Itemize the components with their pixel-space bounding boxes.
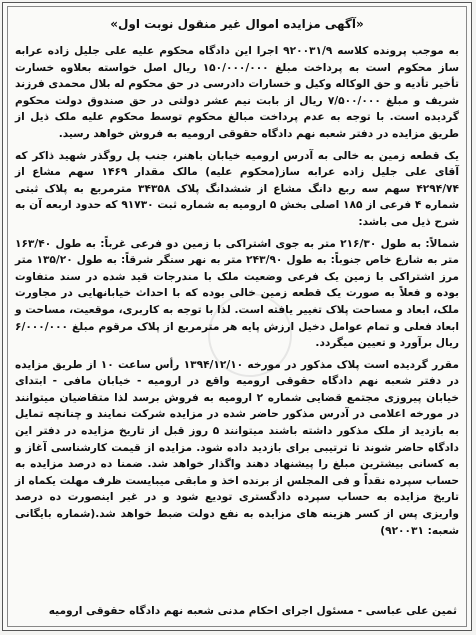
paragraph-boundaries: شمالاً: به طول ۲۱۶/۳۰ متر به جوی اشتراکی با زمین دو فرعی غرباً: به طول ۱۶۳/۴۰ متر به شارع خاص جنوباً: به طول ۲۴۳/۹۰ متر به نهر سنگر شرقاً: به طول ۱۳۵/۲۰ متر مرز اشتراکی با زمین یک فرعی وضعیت ملک با مندرجات قید شده در سند متفاوت بوده و فعلاً به صورت یک قطعه زمین خالی بوده که با احداث خیابانهایی در مجاورت ملک، ابعاد و مساحت پلاک تغییر یافته است. لذا با توجه به کاربری، موقعیت، مساحت و ابعاد فعلی و تمام عوامل دخیل ارزش پایه هر مترمربع از پلاک مرقوم مبلغ ۶/۰۰۰/۰۰۰ ریال برآورد و تعیین میگردد. [15,237,459,350]
paragraph-judgment: به موجب پرونده کلاسه ۹۲۰۰۳۱/۹ اجرا این دادگاه محکوم علیه علی جلیل زاده عرابه ساز محکوم است به پرداخت مبلغ ۱۵۰/۰۰۰/۰۰۰ ریال اصل خواسته بعلاوه خسارت تأخیر تأدیه و حق الوکاله وکیل و خسارات دادرسی در حق محکوم له بلال محمدی فرزند شریف و مبلغ ۷/۵۰۰/۰۰۰ ریال از بابت نیم عشر دولتی در حق صندوق دولت محکوم گردیده است. با توجه به عدم پرداخت مبالغ محکوم توسط محکوم علیه ملک ذیل از طریق مزایده در دفتر شعبه نهم دادگاه حقوقی ارومیه به فروش خواهد رسید. [15,45,460,140]
notice-frame [2,2,472,631]
signature-line: ثمین علی عباسی - مسئول اجرای احکام مدنی شعبه نهم دادگاه حقوقی ارومیه [48,605,457,617]
paragraph-property: یک قطعه زمین به خالی به آدرس ارومیه خیابان باهنر، جنب پل روگذر شهید ذاکر که آقای علی جلیل زاده عرابه ساز(محکوم علیه) مالک مقدار ۱۴۶۹ سهم مشاع از ۴۲۹۴/۷۴ سهم سه ربع دانگ مشاع از ششدانگ پلاک ۳۴۳۵۸ مترمربع به پلاک ثبتی شماره ۴ فرعی از ۱۸۵ اصلی بخش ۵ ارومیه به شماره ثبت ۹۱۷۳۰ که حدود اربعه آن به شرح ذیل می باشد: [15,149,459,228]
notice-body [15,43,459,544]
notice-title: «آگهی مزایده اموال غیر منقول نوبت اول» [110,17,364,31]
paragraph-auction-terms: مقرر گردیده است پلاک مذکور در مورخه ۱۳۹۴/۱۲/۱۰ رأس ساعت ۱۰ از طریق مزایده در دفتر شعبه نهم دادگاه حقوقی ارومیه واقع در ارومیه - خیابان مافی - ابتدای خیابان پیروزی مجتمع قضایی شماره ۲ ارومیه به فروش برسد لذا متقاضیان میتوانند در مورخه اعلامی در آدرس مذکور حاضر شده در مزایده شرکت نمایند و چنانچه تمایل به بازدید از ملک مذکور داشته باشند میتوانند ۵ روز قبل از تاریخ مزایده در دفتر این دادگاه حاضر شوند تا ترتیبی برای بازدید داده شود. مزایده از قیمت کارشناسی آغاز و به کسانی بیشترین مبلغ را پیشنهاد دهند واگذار خواهد شد. ضمنا ده درصد مزایده به حساب سپرده نقداً و فی المجلس از برنده اخذ و مابقی میبایست ظرف مهلت یکماه از تاریخ مزایده به حساب سپرده دادگستری تودیع شود و در غیر اینصورت ده درصد واریزی پس از کسر هزینه های مزایده به نفع دولت ضبط خواهد شد.(شماره بایگانی شعبه: ۹۲۰۰۳۱) [15,358,459,537]
